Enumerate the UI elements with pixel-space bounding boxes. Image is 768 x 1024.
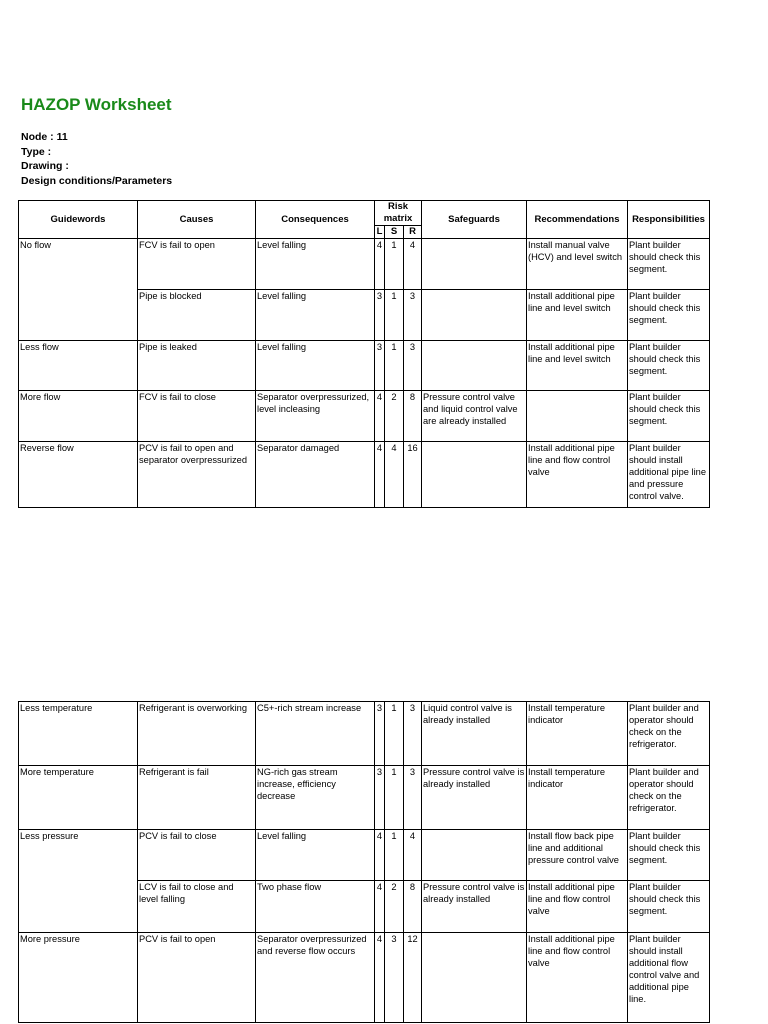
- safeguard-cell: [422, 341, 527, 391]
- guideword-cell: Less flow: [19, 341, 138, 391]
- guideword-cell: More flow: [19, 391, 138, 442]
- r-cell: 8: [404, 391, 422, 442]
- safeguard-cell: Liquid control valve is already installed: [422, 702, 527, 766]
- r-cell: 3: [404, 702, 422, 766]
- safeguard-cell: Pressure control valve is already installed: [422, 766, 527, 830]
- cause-cell: PCV is fail to open: [138, 933, 256, 1023]
- guideword-cell: More pressure: [19, 933, 138, 1023]
- header-safeguards: Safeguards: [422, 201, 527, 239]
- l-cell: 4: [375, 391, 385, 442]
- consequence-cell: Two phase flow: [256, 881, 375, 933]
- l-cell: 4: [375, 881, 385, 933]
- l-cell: 3: [375, 702, 385, 766]
- node-info: [21, 130, 172, 188]
- header-responsibilities: Responsibilities: [628, 201, 710, 239]
- safeguard-cell: [422, 239, 527, 290]
- table-row: [19, 766, 710, 830]
- recommendation-cell: Install additional pipe line and flow control valve: [527, 881, 628, 933]
- hazop-table-temperature-pressure: [18, 701, 710, 1023]
- node-label: Node : 11: [21, 131, 68, 143]
- r-cell: 8: [404, 881, 422, 933]
- l-cell: 4: [375, 442, 385, 508]
- safeguard-cell: Pressure control valve is already installed: [422, 881, 527, 933]
- table-row: [19, 881, 710, 933]
- safeguard-cell: Pressure control valve and liquid control valve are already installed: [422, 391, 527, 442]
- r-cell: 3: [404, 290, 422, 341]
- guideword-cell: No flow: [19, 239, 138, 290]
- recommendation-cell: Install additional pipe line and flow control valve: [527, 442, 628, 508]
- header-recommendations: Recommendations: [527, 201, 628, 239]
- r-cell: 4: [404, 239, 422, 290]
- table-row: [19, 239, 710, 290]
- s-cell: 3: [385, 933, 404, 1023]
- s-cell: 2: [385, 881, 404, 933]
- recommendation-cell: Install additional pipe line and level switch: [527, 341, 628, 391]
- consequence-cell: NG-rich gas stream increase, efficiency decrease: [256, 766, 375, 830]
- s-cell: 2: [385, 391, 404, 442]
- responsibility-cell: Plant builder should check this segment.: [628, 391, 710, 442]
- l-cell: 4: [375, 239, 385, 290]
- cause-cell: LCV is fail to close and level falling: [138, 881, 256, 933]
- responsibility-cell: Plant builder should check this segment.: [628, 341, 710, 391]
- s-cell: 1: [385, 766, 404, 830]
- recommendation-cell: Install manual valve (HCV) and level switch: [527, 239, 628, 290]
- cause-cell: PCV is fail to close: [138, 830, 256, 881]
- cause-cell: Pipe is blocked: [138, 290, 256, 341]
- consequence-cell: Separator overpressurized, level incleasing: [256, 391, 375, 442]
- safeguard-cell: [422, 442, 527, 508]
- responsibility-cell: Plant builder should check this segment.: [628, 239, 710, 290]
- recommendation-cell: Install temperature indicator: [527, 702, 628, 766]
- l-cell: 3: [375, 341, 385, 391]
- r-cell: 4: [404, 830, 422, 881]
- table-row: [19, 341, 710, 391]
- responsibility-cell: Plant builder should check this segment.: [628, 881, 710, 933]
- responsibility-cell: Plant builder should check this segment.: [628, 830, 710, 881]
- responsibility-cell: Plant builder should check this segment.: [628, 290, 710, 341]
- cause-cell: Refrigerant is fail: [138, 766, 256, 830]
- cause-cell: FCV is fail to open: [138, 239, 256, 290]
- s-cell: 1: [385, 341, 404, 391]
- responsibility-cell: Plant builder should install additional flow control valve and additional pipe line.: [628, 933, 710, 1023]
- s-cell: 1: [385, 239, 404, 290]
- table-row: [19, 933, 710, 1023]
- r-cell: 16: [404, 442, 422, 508]
- header-risk-matrix: Risk matrix: [375, 201, 422, 226]
- safeguard-cell: [422, 290, 527, 341]
- header-l: L: [375, 226, 385, 239]
- safeguard-cell: [422, 933, 527, 1023]
- header-r: R: [404, 226, 422, 239]
- header-guidewords: Guidewords: [19, 201, 138, 239]
- recommendation-cell: [527, 391, 628, 442]
- responsibility-cell: Plant builder and operator should check on the refrigerator.: [628, 702, 710, 766]
- r-cell: 3: [404, 341, 422, 391]
- consequence-cell: Level falling: [256, 290, 375, 341]
- l-cell: 4: [375, 830, 385, 881]
- guideword-cell: Reverse flow: [19, 442, 138, 508]
- design-conditions-label: Design conditions/Parameters: [21, 174, 173, 187]
- consequence-cell: Level falling: [256, 341, 375, 391]
- table-row: [19, 442, 710, 508]
- cause-cell: Refrigerant is overworking: [138, 702, 256, 766]
- cause-cell: FCV is fail to close: [138, 391, 256, 442]
- guideword-cell: More temperature: [19, 766, 138, 830]
- responsibility-cell: Plant builder and operator should check on the refrigerator.: [628, 766, 710, 830]
- cause-cell: Pipe is leaked: [138, 341, 256, 391]
- table-row: [19, 830, 710, 881]
- recommendation-cell: Install temperature indicator: [527, 766, 628, 830]
- recommendation-cell: Install additional pipe line and level switch: [527, 290, 628, 341]
- consequence-cell: C5+-rich stream increase: [256, 702, 375, 766]
- l-cell: 3: [375, 766, 385, 830]
- guideword-cell: [19, 290, 138, 341]
- hazop-table-flow: [18, 200, 710, 508]
- safeguard-cell: [422, 830, 527, 881]
- l-cell: 4: [375, 933, 385, 1023]
- s-cell: 1: [385, 702, 404, 766]
- recommendation-cell: Install flow back pipe line and additional pressure control valve: [527, 830, 628, 881]
- page-title: HAZOP Worksheet: [21, 95, 172, 114]
- s-cell: 1: [385, 290, 404, 341]
- l-cell: 3: [375, 290, 385, 341]
- header-causes: Causes: [138, 201, 256, 239]
- drawing-label: Drawing :: [21, 160, 69, 172]
- guideword-cell: [19, 881, 138, 933]
- guideword-cell: Less temperature: [19, 702, 138, 766]
- s-cell: 1: [385, 830, 404, 881]
- s-cell: 4: [385, 442, 404, 508]
- header-consequences: Consequences: [256, 201, 375, 239]
- responsibility-cell: Plant builder should install additional pipe line and pressure control valve.: [628, 442, 710, 508]
- consequence-cell: Level falling: [256, 830, 375, 881]
- header-s: S: [385, 226, 404, 239]
- table-row: [19, 391, 710, 442]
- consequence-cell: Separator damaged: [256, 442, 375, 508]
- r-cell: 3: [404, 766, 422, 830]
- table-row: [19, 702, 710, 766]
- consequence-cell: Separator overpressurized and reverse flow occurs: [256, 933, 375, 1023]
- recommendation-cell: Install additional pipe line and flow control valve: [527, 933, 628, 1023]
- guideword-cell: Less pressure: [19, 830, 138, 881]
- cause-cell: PCV is fail to open and separator overpressurized: [138, 442, 256, 508]
- table-row: [19, 290, 710, 341]
- r-cell: 12: [404, 933, 422, 1023]
- type-label: Type :: [21, 145, 52, 158]
- consequence-cell: Level falling: [256, 239, 375, 290]
